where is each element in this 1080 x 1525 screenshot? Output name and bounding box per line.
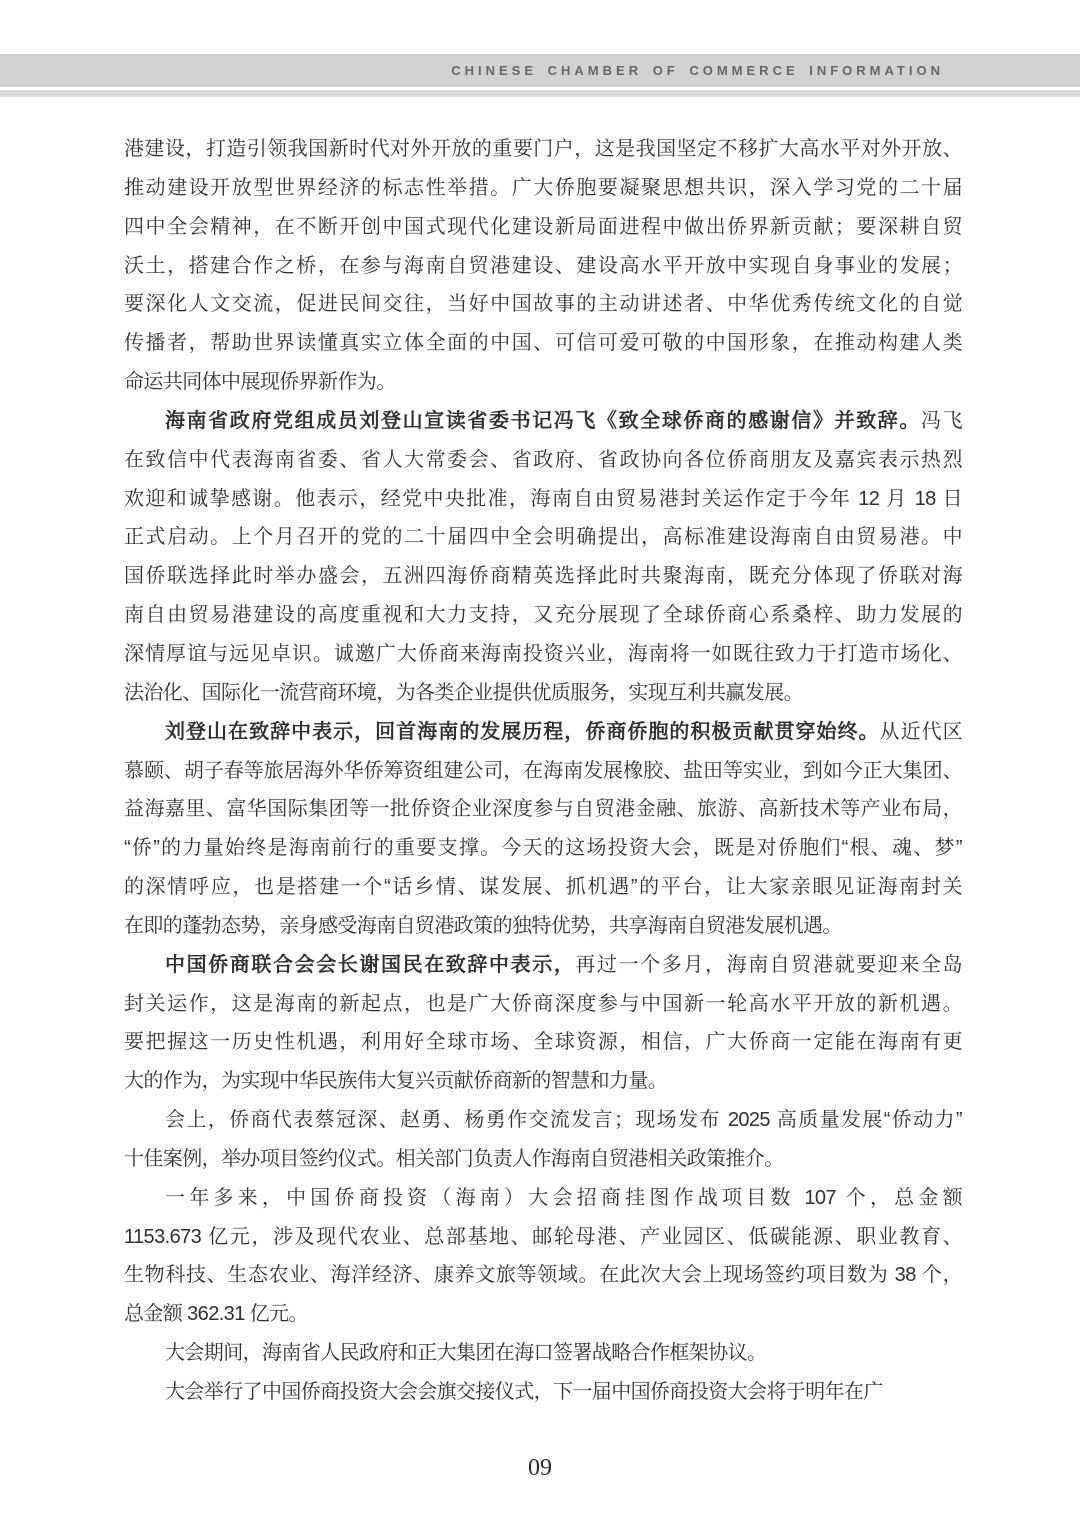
- text-line: [124, 713, 962, 752]
- line-text: 生物科技、生态农业、海洋经济、康养文旅等领域。在此次大会上现场签约项目数为 38 个，: [124, 1264, 962, 1287]
- line-text: 十佳案例，举办项目签约仪式。相关部门负责人作海南自贸港相关政策推介。: [124, 1147, 784, 1170]
- paragraph: [124, 402, 962, 713]
- article: [124, 130, 962, 1412]
- line-text: 传播者，帮助世界读懂真实立体全面的中国、可信可爱可敬的中国形象，在推动构建人类: [124, 332, 962, 355]
- text-line: [124, 441, 962, 480]
- text-line: [124, 285, 962, 324]
- line-text: 1153.673 亿元，涉及现代农业、总部基地、邮轮母港、产业园区、低碳能源、职业教育、: [124, 1225, 962, 1248]
- line-text: 大会举行了中国侨商投资大会会旗交接仪式，下一届中国侨商投资大会将于明年在广: [165, 1381, 883, 1403]
- text-line: [124, 208, 962, 247]
- line-text: 从近代区: [879, 720, 962, 743]
- line-text: 一年多来，中国侨商投资（海南）大会招商挂图作战项目数 107 个，总金额: [165, 1186, 962, 1209]
- line-text: 大会期间，海南省人民政府和正大集团在海口签署战略合作框架协议。: [165, 1342, 767, 1365]
- header-band: [0, 54, 1080, 87]
- text-line: [124, 130, 962, 169]
- text-line: [124, 946, 962, 985]
- line-text: 要把握这一历史性机遇，利用好全球市场、全球资源，相信，广大侨商一定能在海南有更: [124, 1031, 962, 1054]
- line-text: 再过一个多月，海南自贸港就要迎来全岛: [575, 953, 962, 976]
- text-line: [124, 1373, 962, 1412]
- line-text: 要深化人文交流，促进民间交往，当好中国故事的主动讲述者、中华优秀传统文化的自觉: [124, 293, 962, 316]
- text-line: [124, 1295, 962, 1334]
- bold-lead-text: 海南省政府党组成员刘登山宣读省委书记冯飞《致全球侨商的感谢信》并致辞。: [165, 409, 921, 432]
- page-number: 09: [528, 1455, 552, 1481]
- paragraph: [124, 1334, 962, 1373]
- text-line: [124, 518, 962, 557]
- paragraph: [124, 946, 962, 1101]
- text-line: [124, 1179, 962, 1218]
- text-line: [124, 402, 962, 441]
- text-line: [124, 1218, 962, 1257]
- paragraph: [124, 1179, 962, 1334]
- text-line: [124, 674, 962, 713]
- line-text: 法治化、国际化一流营商环境，为各类企业提供优质服务，实现互利共赢发展。: [124, 681, 803, 704]
- text-line: [124, 1023, 962, 1062]
- line-text: 正式启动。上个月召开的党的二十届四中全会明确提出，高标准建设海南自由贸易港。中: [124, 526, 962, 549]
- line-text: “侨”的力量始终是海南前行的重要支撑。今天的这场投资大会，既是对侨胞们“根、魂、梦”: [124, 837, 962, 860]
- text-line: [124, 1334, 962, 1373]
- paragraph: [124, 1101, 962, 1179]
- line-text: 慕颐、胡子春等旅居海外华侨筹资组建公司，在海南发展橡胶、盐田等实业，到如今正大集团、: [124, 759, 962, 782]
- paragraph: [124, 130, 962, 402]
- text-line: [124, 790, 962, 829]
- line-text: 港建设，打造引领我国新时代对外开放的重要门户，这是我国坚定不移扩大高水平对外开放、: [124, 138, 962, 160]
- line-text: 南自由贸易港建设的高度重视和大力支持，又充分展现了全球侨商心系桑梓、助力发展的: [124, 604, 962, 627]
- text-line: [124, 1062, 962, 1101]
- line-text: 益海嘉里、富华国际集团等一批侨资企业深度参与自贸港金融、旅游、高新技术等产业布局，: [124, 798, 962, 821]
- line-text: 欢迎和诚挚感谢。他表示，经党中央批准，海南自由贸易港封关运作定于今年 12 月 18 日: [124, 487, 962, 510]
- text-line: [124, 480, 962, 519]
- text-line: [124, 829, 962, 868]
- text-line: [124, 635, 962, 674]
- line-text: 四中全会精神，在不断开创中国式现代化建设新局面进程中做出侨界新贡献；要深耕自贸: [124, 215, 962, 238]
- text-line: [124, 363, 962, 402]
- line-text: 在即的蓬勃态势，亲身感受海南自贸港政策的独特优势，共享海南自贸港发展机遇。: [124, 914, 842, 937]
- text-line: [124, 868, 962, 907]
- text-line: [124, 169, 962, 208]
- line-text: 沃土，搭建合作之桥，在参与海南自贸港建设、建设高水平开放中实现自身事业的发展；: [124, 254, 962, 277]
- text-line: [124, 1140, 962, 1179]
- text-line: [124, 596, 962, 635]
- paragraph: [124, 713, 962, 946]
- line-text: 的深情呼应，也是搭建一个“话乡情、谋发展、抓机遇”的平台，让大家亲眼见证海南封关: [124, 876, 962, 899]
- header-band-thin: [0, 90, 1080, 97]
- line-text: 推动建设开放型世界经济的标志性举措。广大侨胞要凝聚思想共识，深入学习党的二十届: [124, 176, 962, 199]
- line-text: 冯飞: [921, 409, 962, 432]
- line-text: 深情厚谊与远见卓识。诚邀广大侨商来海南投资兴业，海南将一如既往致力于打造市场化、: [124, 642, 962, 665]
- line-text: 总金额 362.31 亿元。: [124, 1303, 308, 1326]
- text-line: [124, 985, 962, 1024]
- line-text: 国侨联选择此时举办盛会，五洲四海侨商精英选择此时共聚海南，既充分体现了侨联对海: [124, 565, 962, 588]
- text-line: [124, 752, 962, 791]
- line-text: 命运共同体中展现侨界新作为。: [124, 371, 396, 394]
- bold-lead-text: 刘登山在致辞中表示，回首海南的发展历程，侨商侨胞的积极贡献贯穿始终。: [165, 720, 880, 743]
- header-banner-text: CHINESE CHAMBER OF COMMERCE INFORMATION: [451, 63, 944, 78]
- line-text: 会上，侨商代表蔡冠深、赵勇、杨勇作交流发言；现场发布 2025 高质量发展“侨动力”: [165, 1109, 962, 1132]
- line-text: 封关运作，这是海南的新起点，也是广大侨商深度参与中国新一轮高水平开放的新机遇。: [124, 992, 962, 1015]
- text-line: [124, 1101, 962, 1140]
- text-line: [124, 907, 962, 946]
- text-line: [124, 324, 962, 363]
- text-line: [124, 1256, 962, 1295]
- text-line: [124, 247, 962, 286]
- text-line: [124, 557, 962, 596]
- paragraph: [124, 1373, 962, 1412]
- bold-lead-text: 中国侨商联合会会长谢国民在致辞中表示，: [165, 953, 576, 976]
- line-text: 大的作为，为实现中华民族伟大复兴贡献侨商新的智慧和力量。: [124, 1070, 668, 1093]
- line-text: 在致信中代表海南省委、省人大常委会、省政府、省政协向各位侨商朋友及嘉宾表示热烈: [124, 448, 962, 471]
